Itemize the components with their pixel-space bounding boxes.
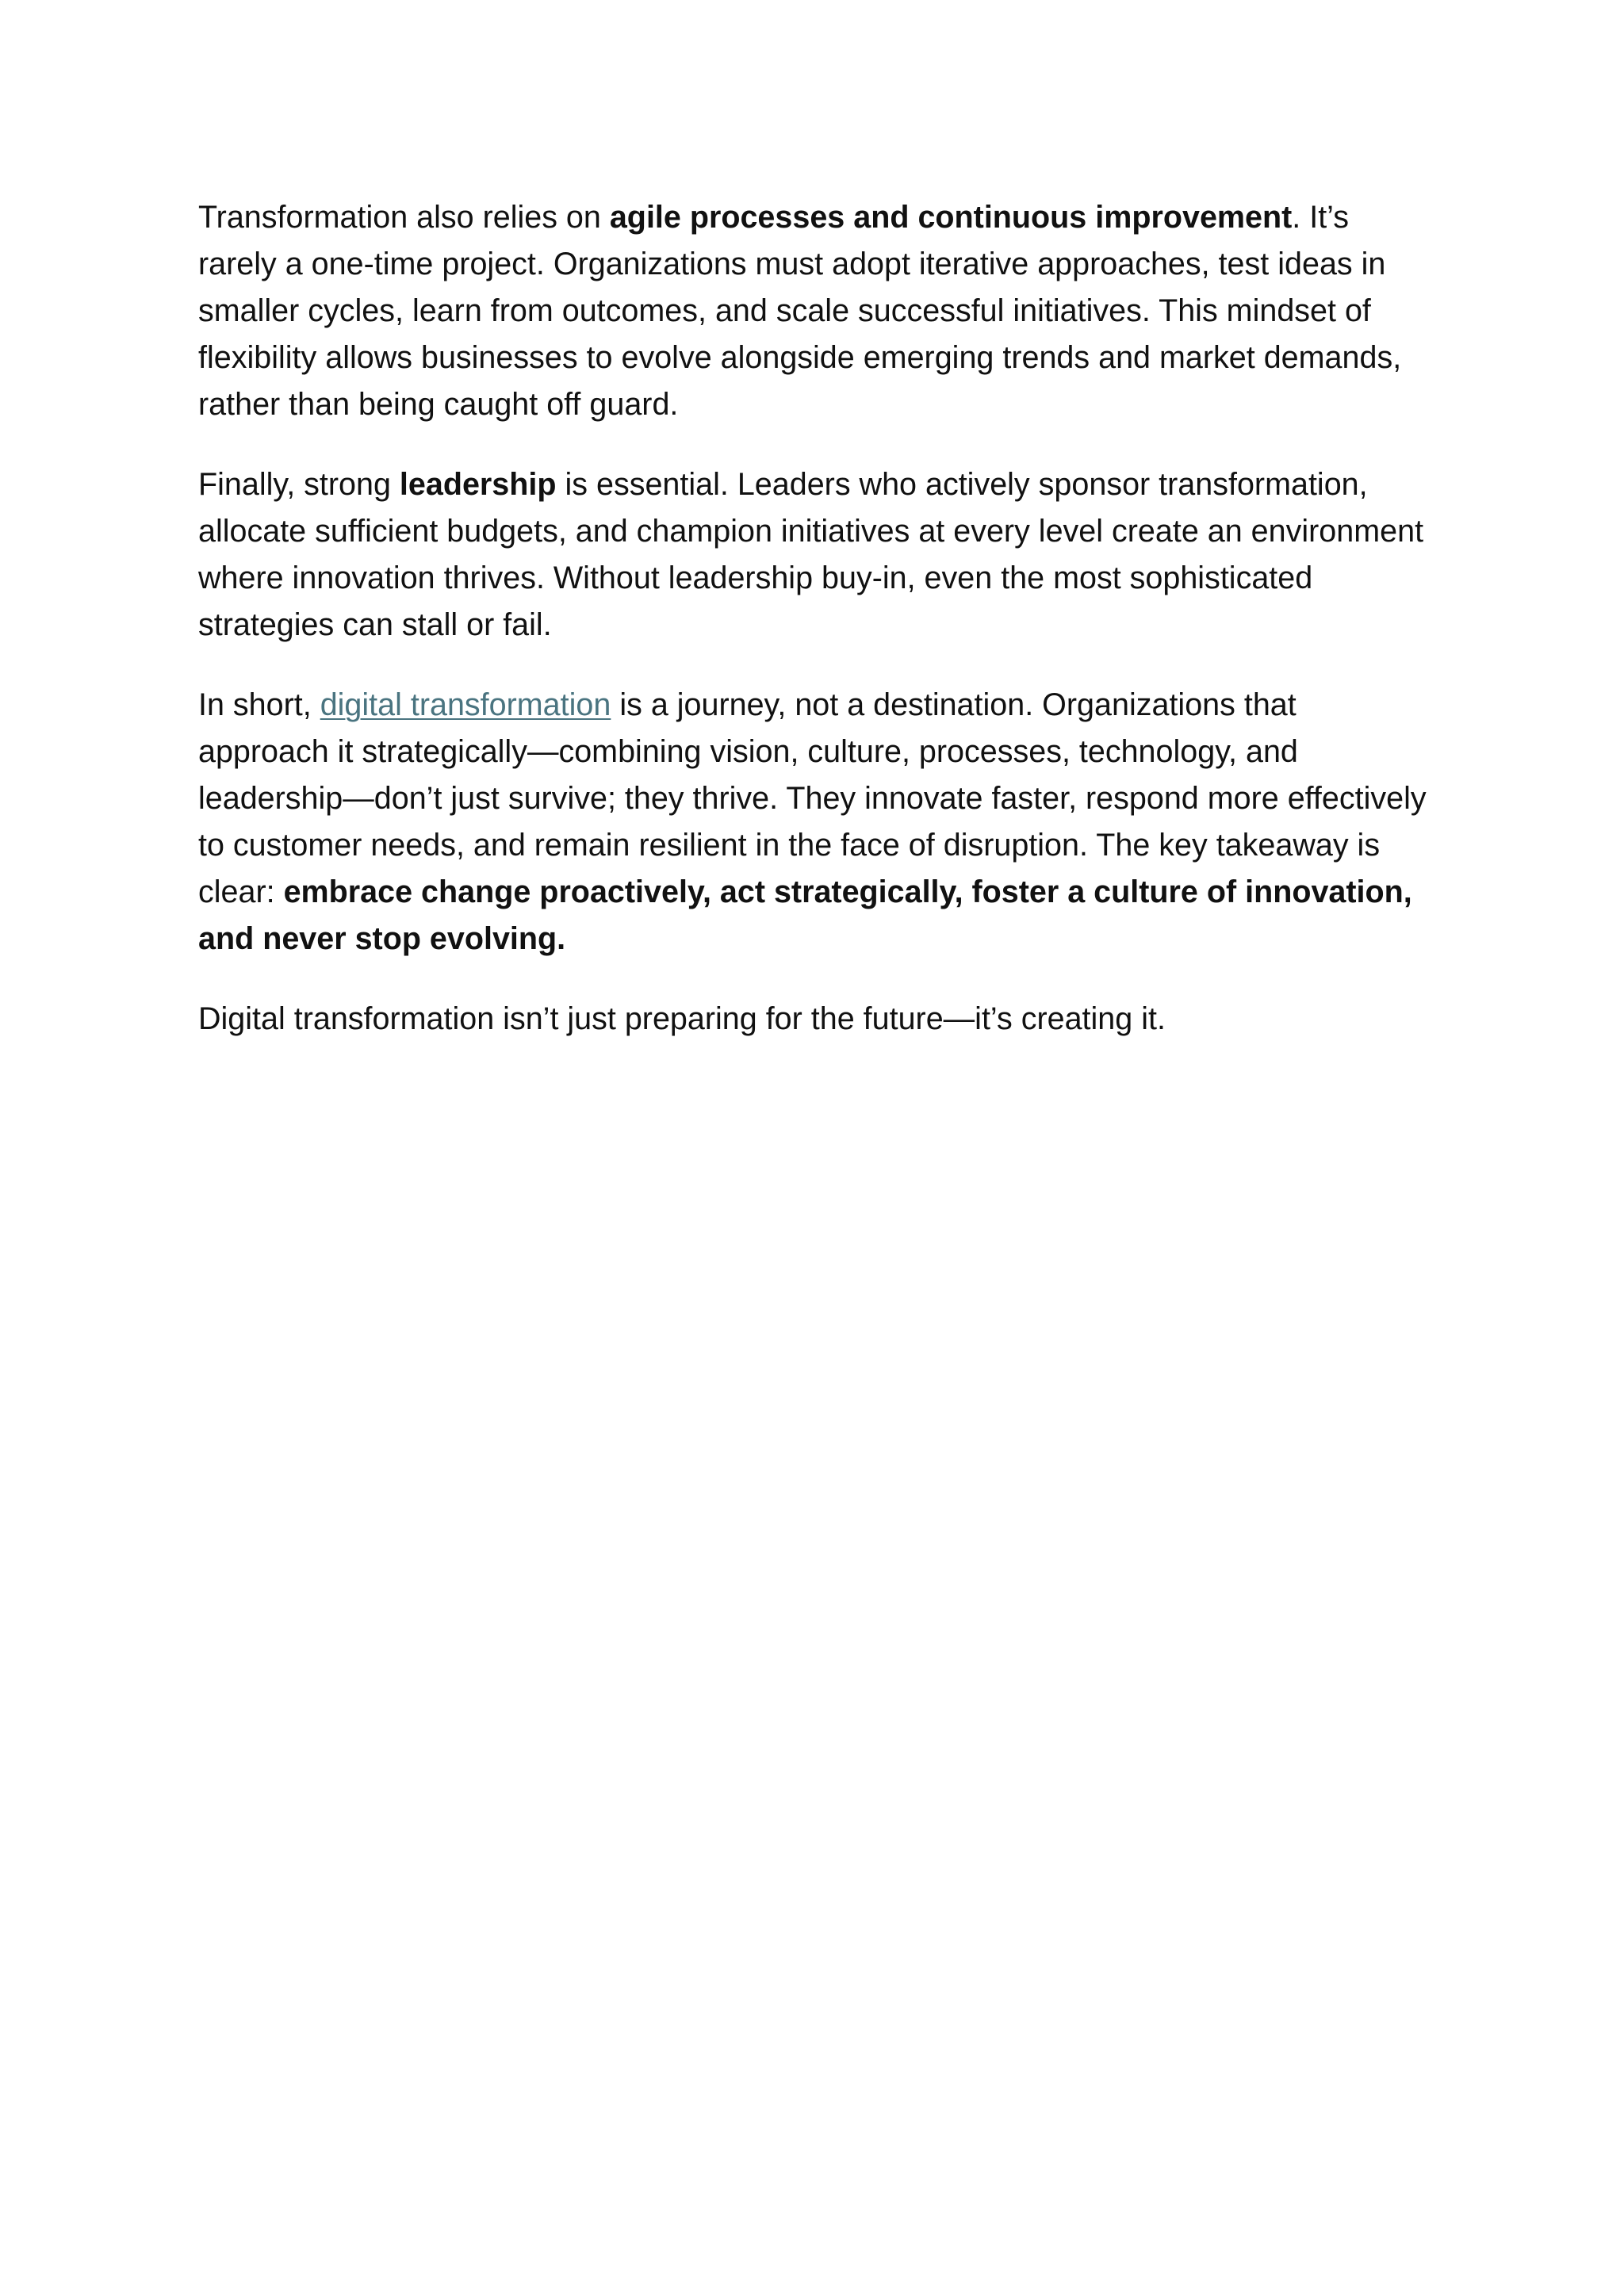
- paragraph-text: is essential. Leaders who actively sponsor transformation, allocate sufficient budgets, and champion initiatives at every level create an environment where innovation thrives. Without leadership buy-in, even the most sophisticated strategies can stall or fail.: [198, 467, 1424, 642]
- bold-text: leadership: [399, 467, 557, 502]
- paragraph-closing: [198, 996, 1435, 1043]
- paragraph-text: Finally, strong: [198, 467, 400, 502]
- paragraph-in-short: [198, 682, 1435, 962]
- digital-transformation-link[interactable]: digital transformation: [320, 687, 611, 722]
- paragraph-text: is a journey, not a destination. Organizations that approach it strategically—combining vision, culture, processes, technology, and leadership—don’t just survive; they thrive. They innovate faster, respond more effectively to customer needs, and remain resilient in the face of disruption. The key takeaway is clear:: [198, 687, 1427, 909]
- paragraph-leadership: [198, 461, 1435, 649]
- paragraph-text: Digital transformation isn’t just preparing for the future—it’s creating it.: [198, 1001, 1166, 1036]
- paragraph-text: . It’s rarely a one-time project. Organizations must adopt iterative approaches, test ideas in smaller cycles, learn from outcomes, and scale successful initiatives. This mindset of flexibility allows businesses to evolve alongside emerging trends and market demands, rather than being caught off guard.: [198, 200, 1402, 422]
- bold-text: embrace change proactively, act strategically, foster a culture of innovation, and never stop evolving.: [198, 874, 1412, 956]
- bold-text: agile processes and continuous improvement: [609, 200, 1293, 235]
- paragraph-text: In short,: [198, 687, 320, 722]
- paragraph-text: Transformation also relies on: [198, 200, 610, 235]
- paragraph-agile-processes: [198, 194, 1435, 428]
- document-body: [198, 194, 1435, 1076]
